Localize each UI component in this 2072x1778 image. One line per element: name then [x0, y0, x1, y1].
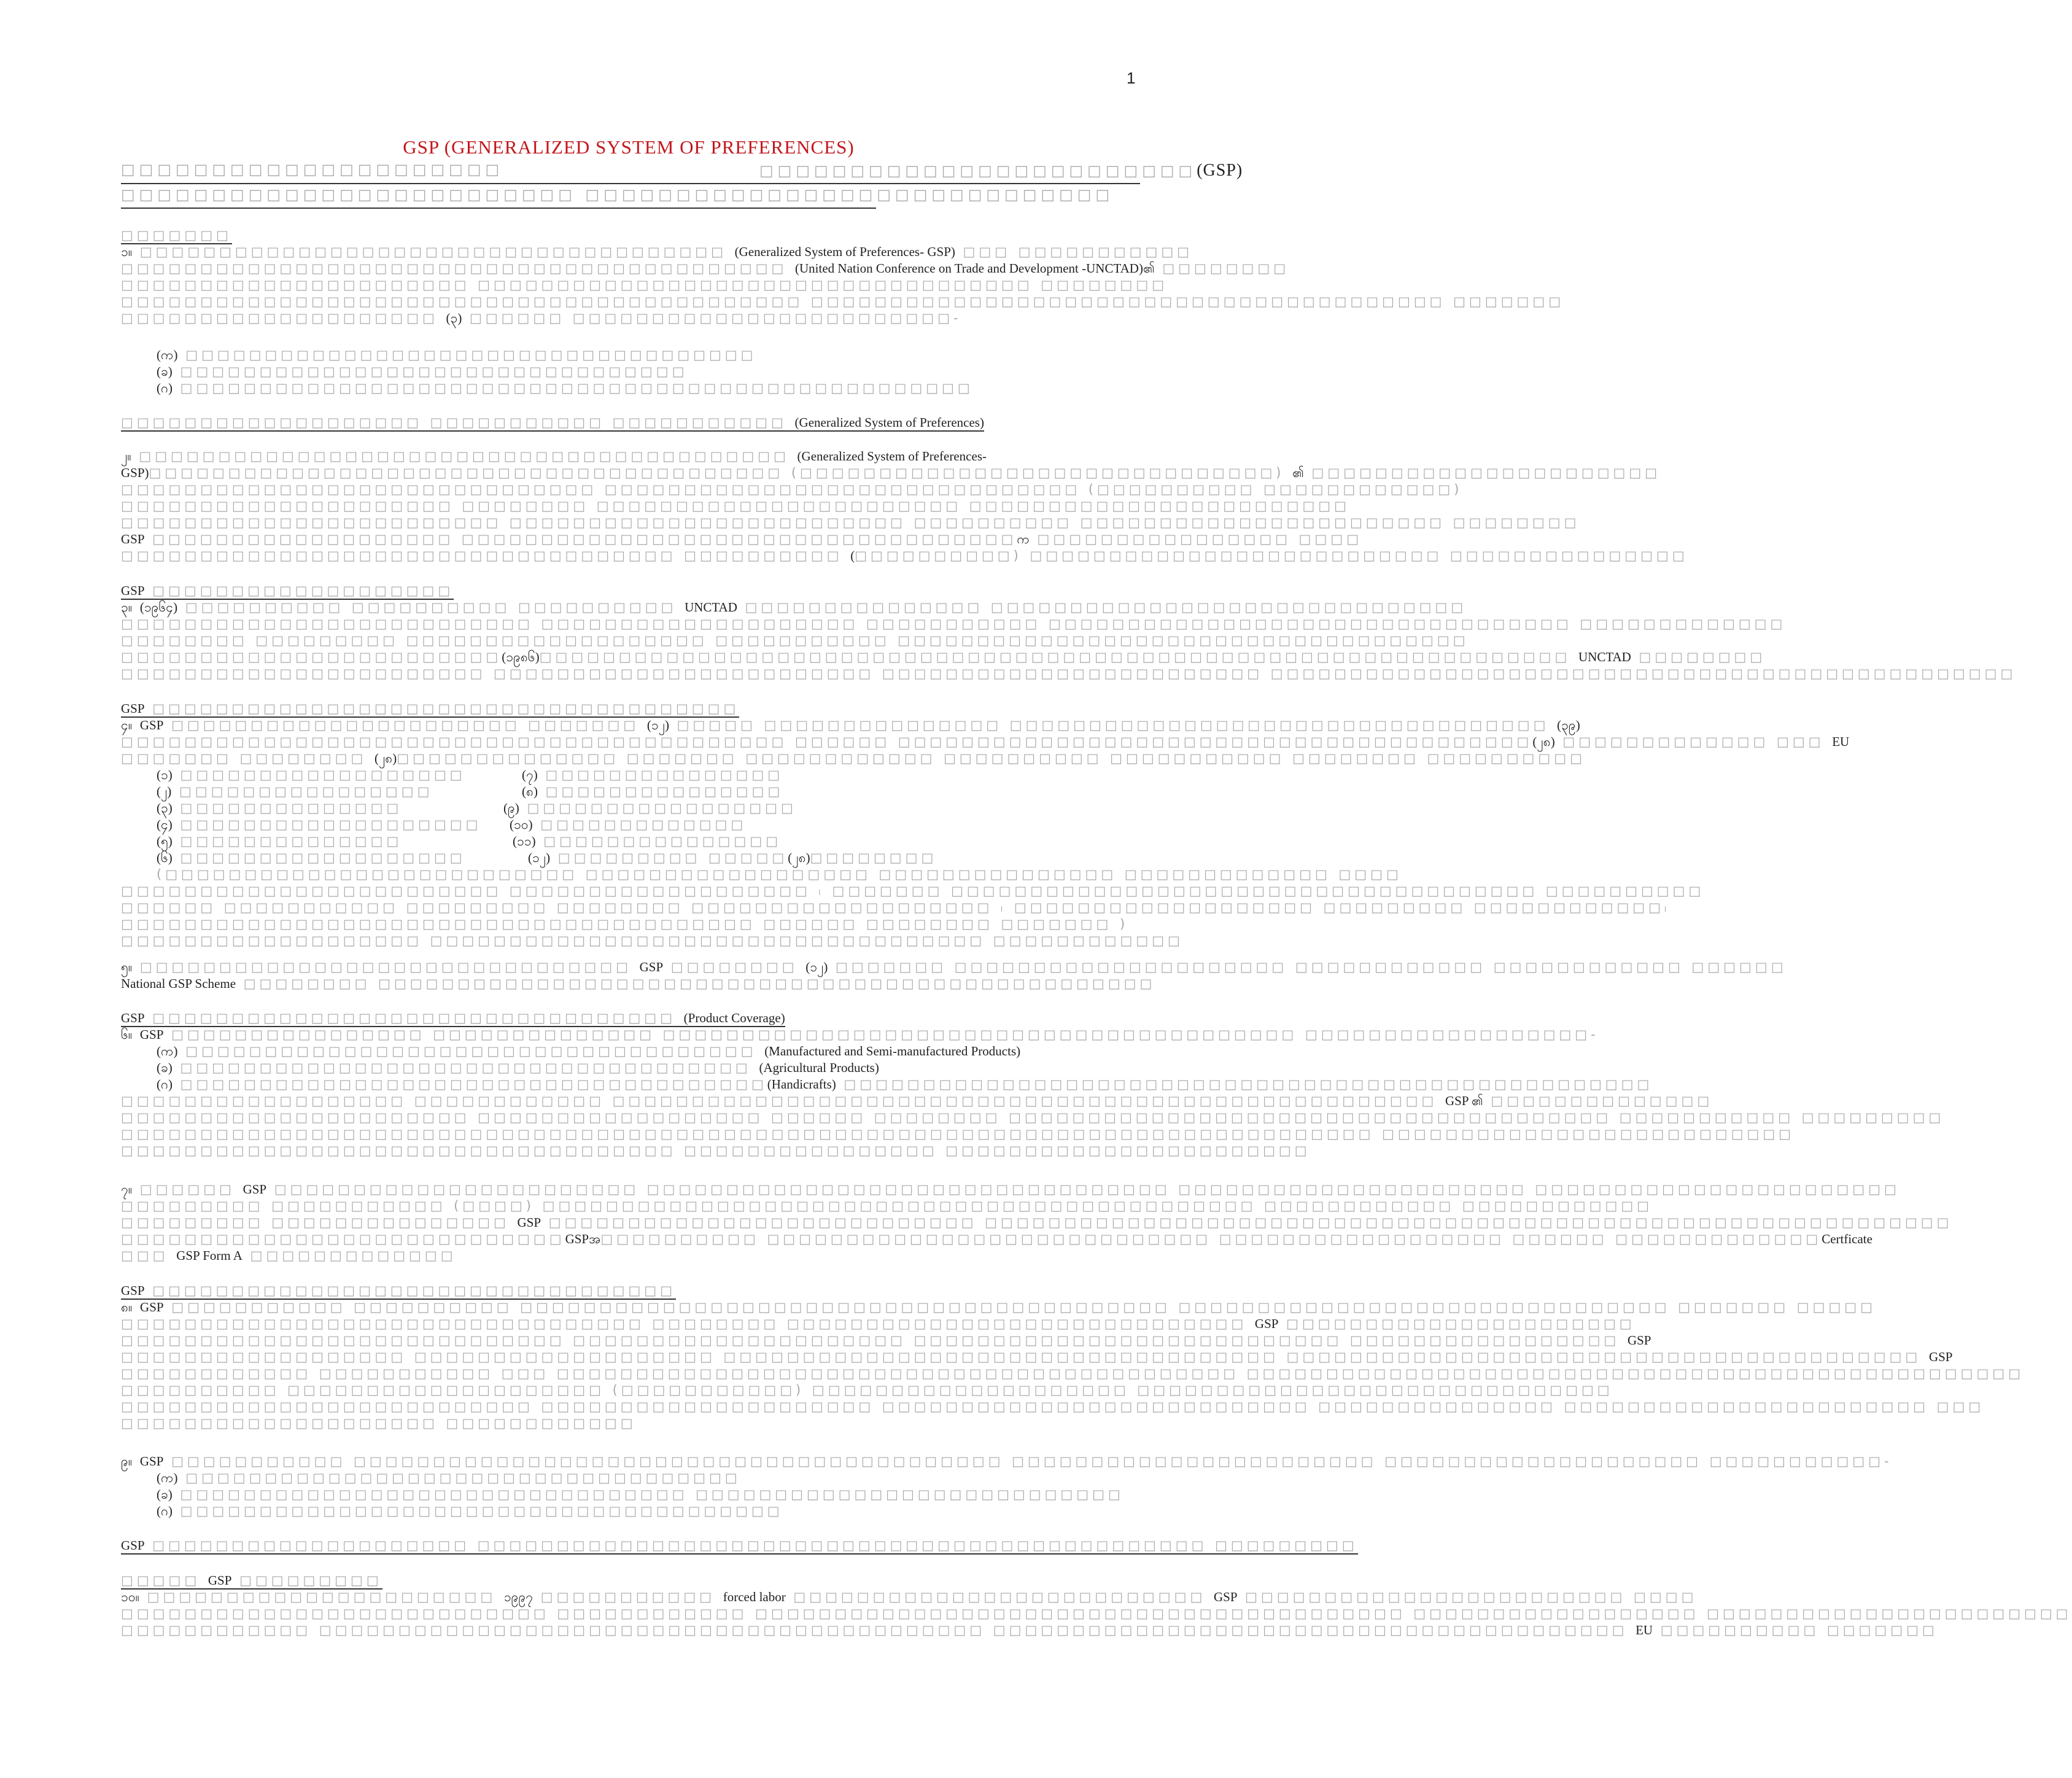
s9-line-1: ၉။ GSP □□□□□□□□□□□ □□□□□□□□□□□□□□□□□□□□□□□□□□□□□□□□□□□□□□□□□ □□□□□□□□□□□□□□□□□□□□□□□ □□□□□□□□□□□□□□□□□□□□ □□□□□□□□□□□-	[121, 1454, 1893, 1469]
s9-list-item-2: (ခ) □□□□□□□□□□□□□□□□□□□□□□□□□□□□□□□□ □□□□□□□□□□□□□□□□□□□□□□□□□□□	[157, 1487, 1124, 1502]
s1-line-5: □□□□□□□□□□□□□□□□□□□□ (၃) □□□□□□ □□□□□□□□□□□□□□□□□□□□□□□□-	[121, 311, 962, 325]
s2-line-2: GSP)□□□□□□□□□□□□□□□□□□□□□□□□□□□□□□□□□□□□□□□□ (□□□□□□□□□□□□□□□□□□□□□□□□□□□□□□) ၏ □□□□□□□□□□□□□□□□□□□□□□	[121, 465, 1661, 480]
s4-line-7: □□□□□□□□□□□□□□□□□□□□□□□□□□□□□□□□□□□□□□□□ □□□□□□ □□□□□□□□ □□□□□□□ )	[121, 917, 1129, 931]
s3-line-3: □□□□□□□□ □□□□□□□□□ □□□□□□□□□□□□□□□□□□□ □□□□□□□□□□□ □□□□□□□□□□□□□□□□□□□□□□□□□□□□□□□□□□□□	[121, 633, 1469, 648]
document-title: GSP (GENERALIZED SYSTEM OF PREFERENCES)	[403, 136, 855, 158]
s4-right-item-6: (၁၂) □□□□□□□□□ □□□□□(၂၈)□□□□□□□□	[528, 850, 937, 865]
s8-line-8: □□□□□□□□□□□□□□□□□□□□ □□□□□□□□□□□□	[121, 1416, 637, 1431]
s10-line-2: □□□□□□□□□□□□□□□□□□□□□□□□□□□ □□□□□□□□□□□□ □□□□□□□□□□□□□□□□□□□□□□□□□□□□□□□□□□□□□□□□□ □□□□□□□□□□□□□□□□□□ □□□□□□□□□□□□□□□□□□□□□□□	[121, 1606, 2072, 1621]
s7-line-1: ၇။ □□□□□□ GSP □□□□□□□□□□□□□□□□□□□□□□□ □□□□□□□□□□□□□□□□□□□□□□□□□□□□□□□□□ □□□□□□□□□□□□□□□□□□□□□□ □□□□□□□□□□□□□□□□□□□□□□□	[121, 1182, 1900, 1197]
s8-line-3: □□□□□□□□□□□□□□□□□□□□□□□□□□□□ □□□□□□□□□□□□□□□□□□□□□ □□□□□□□□□□□□□□□□□□□□□□□□□□□ □□□□□□□□□□□□□□□□□ GSP	[121, 1333, 1651, 1348]
s5-line-2: National GSP Scheme □□□□□□□□ □□□□□□□□□□□□□□□□□□□□□□□□□□□□□□□□□□□□□□□□□□□□□□□□□	[121, 976, 1156, 991]
s2-line-3: □□□□□□□□□□□□□□□□□□□□□□□□□□□□□□ □□□□□□□□□□□□□□□□□□□□□□□□□□□□□□ (□□□□□□□□□□ □□□□□□□□□□□□)	[121, 482, 1463, 497]
s4-right-item-1: (၇) □□□□□□□□□□□□□□□	[522, 767, 784, 782]
s4-left-item-6: (၆) □□□□□□□□□□□□□□□□□□	[157, 850, 466, 865]
section-heading-1: □□□□□□□	[121, 227, 232, 244]
section-heading-10: □□□□□ GSP □□□□□□□□□	[121, 1572, 382, 1589]
s4-right-item-3: (၉) □□□□□□□□□□□□□□□□□	[503, 801, 797, 815]
s4-right-item-4: (၁၀) □□□□□□□□□□□□□	[510, 817, 747, 832]
s2-line-7: □□□□□□□□□□□□□□□□□□□□□□□□□□□□□□□□□□□ □□□□□□□□□□ (□□□□□□□□□□) □□□□□□□□□□□□□□□□□□□□□□□□□□ □□□□□□□□□□□□□□□	[121, 548, 1688, 563]
s6-list-item-3: (ဂ) □□□□□□□□□□□□□□□□□□□□□□□□□□□□□□□□□□□□□(Handicrafts) □□□□□□□□□□□□□□□□□□□□□□□□□□□□□□□□□□□□□□□□□□□□□□□□□□□	[157, 1077, 1653, 1092]
subtitle-row-2: □□□□□□□□□□□□□□□□□□□□□□□□□ □□□□□□□□□□□□□□□□□□□□□□□□□□□□□	[121, 186, 1114, 203]
s7-line-3: □□□□□□□□□ □□□□□□□□□□□□□□□ GSP □□□□□□□□□□□□□□□□□□□□□□□□□□□ □□□□□□□□□□□□□□□□□□□□□□□□□□□□□□□□□□□□□□□□□□□□□□□□□□□□□□□□□□□□□	[121, 1215, 1953, 1230]
s4-left-item-5: (၅) □□□□□□□□□□□□□□	[157, 834, 403, 848]
s3-line-5: □□□□□□□□□□□□□□□□□□□□□□□ □□□□□□□□□□□□□□□□□□□□□□□□ □□□□□□□□□□□□□□□□□□□□□□□□ □□□□□□□□□□□□□□□□□□□□□□□□□□□□□□□□□□□□□□□□□□□□□□□	[121, 666, 2017, 681]
s3-line-2: □□□□□□□□□□□□□□□□□□□□□□□□□□ □□□□□□□□□□□□□□□□□□□□ □□□□□□□□□□□ □□□□□□□□□□□□□□□□□□□□□□□□□□□□□□□□□ □□□□□□□□□□□□□	[121, 616, 1787, 631]
s4-line-8: □□□□□□□□□□□□□□□□□□□ □□□□□□□□□□□□□□□□□□□□□□□□□□□□□□□□□□□ □□□□□□□□□□□□	[121, 933, 1184, 948]
s8-line-1: ၈။ GSP □□□□□□□□□□□ □□□□□□□□□□ □□□□□□□□□□□□□□□□□□□□□□□□□□□□□□□□□□□□□□□□□ □□□□□□□□□□□□□□□□□□□□□□□□□□□□□□□ □□□□□□□ □□□□□	[121, 1300, 1876, 1314]
s1-line-1: ၁။ □□□□□□□□□□□□□□□□□□□□□□□□□□□□□□□□□□□□□ (Generalized System of Preferences- GSP) □□□ □□□□□□□□□□□	[121, 244, 1193, 259]
page-number: 1	[1127, 69, 1136, 87]
s6-list-item-1: (က) □□□□□□□□□□□□□□□□□□□□□□□□□□□□□□□□□□□□ (Manufactured and Semi-manufactured Products)	[157, 1044, 1021, 1058]
s7-line-4: □□□□□□□□□□□□□□□□□□□□□□□□□□□□GSPအ□□□□□□□□□□ □□□□□□□□□□□□□□□□□□□□□□□□□□□□ □□□□□□□□□□□□□□□□□□ □□□□□□ □□□□□□□□□□□□□Certficate	[121, 1232, 1872, 1246]
s6-list-item-2: (ခ) □□□□□□□□□□□□□□□□□□□□□□□□□□□□□□□□□□□□ (Agricultural Products)	[157, 1060, 879, 1075]
s4-line-4: (□□□□□□□□□□□□□□□□□□□□□□□□□□ □□□□□□□□□□□□□□□□□□ □□□□□□□□□□□□□□□ □□□□□□□□□□□□□ □□□□	[157, 867, 1402, 882]
s4-line-1: ၄။ GSP □□□□□□□□□□□□□□□□□□□□□□ □□□□□□□ (၁၂) □□□□□ □□□□□□□□□□□□□□□ □□□□□□□□□□□□□□□□□□□□□□□□□□□□□□□□□□ (၃၉)	[121, 718, 1580, 732]
s2-line-4: □□□□□□□□□□□□□□□□□□□□□ □□□□□□□□ □□□□□□□□□□□□□□□□□□□□□□□ □□□□□□□□□□□□□□□□□□□□□□□□	[121, 499, 1350, 513]
s6-line-4: □□□□□□□□□□□□□□□□□□□□□□□□□□□□□□□□□□□□□□□□□□□□□□□□□□□□□□□□□□□□□□□□□□□□□□□□□□□□□□□ □□□□□□□□□□□□□□□□□□□□□□□□□□	[121, 1127, 1795, 1141]
gsp-label: (GSP)	[1197, 161, 1243, 180]
s3-line-4: □□□□□□□□□□□□□□□□□□□□□□□□(၁၉၈၆)□□□□□□□□□□□□□□□□□□□□□□□□□□□□□□□□□□□□□□□□□□□□□□□□□□□□□□□□□□□□□□□□□ UNCTAD □□□□□□□□	[121, 650, 1766, 664]
s2-line-5: □□□□□□□□□□□□□□□□□□□□□□□□ □□□□□□□□□□□□□□□□□□□□□□□□□ □□□□□□□□□□ □□□□□□□□□□□□□□□□□□□□□□□ □□□□□□□□	[121, 515, 1580, 530]
s4-right-item-5: (၁၁) □□□□□□□□□□□□□□□	[513, 834, 782, 848]
s4-left-item-1: (၁) □□□□□□□□□□□□□□□□□□	[157, 767, 466, 782]
subtitle-underline-2	[121, 208, 876, 209]
s9-list-item-3: (ဂ) □□□□□□□□□□□□□□□□□□□□□□□□□□□□□□□□□□□□□□	[157, 1504, 783, 1518]
section-heading-3: GSP □□□□□□□□□□□□□□□□□□□	[121, 583, 454, 599]
s4-left-item-2: (၂) □□□□□□□□□□□□□□□□	[157, 784, 433, 799]
subtitle-row-1: □□□□□□□□□□□□□□□□□□□□□	[121, 161, 504, 178]
s1-line-4: □□□□□□□□□□□□□□□□□□□□□□□□□□□□□□□□□□□□□□□□□□□ □□□□□□□□□□□□□□□□□□□□□□□□□□□□□□□□□□□□□□□□ □□□□□□□	[121, 294, 1565, 309]
s5-line-1: ၅။ □□□□□□□□□□□□□□□□□□□□□□□□□□□□□□□ GSP □□□□□□□□ (၁၂) □□□□□□□ □□□□□□□□□□□□□□□□□□□□□ □□□□□□□□□□□□ □□□□□□□□□□□□ □□□□□□	[121, 960, 1787, 974]
s1-line-2: □□□□□□□□□□□□□□□□□□□□□□□□□□□□□□□□□□□□□□□□□□ (United Nation Conference on Trade and Development -UNCTAD)၏ □□□□□□□□	[121, 261, 1290, 276]
s6-line-2: □□□□□□□□□□□□□□□□□□ □□□□□□□□□□□□ □□□□□□□□□□□□□□□□□□□□□□□□□□□□□□□□□□□□□□□□□□□□□□□□□□□□ GSP ၏ □□□□□□□□□□□□□□	[121, 1093, 1713, 1108]
s6-line-5: □□□□□□□□□□□□□□□□□□□□□□□□□□□□□□□□□□□ □□□□□□□□□□□□□□□□ □□□□□□□□□□□□□□□□□□□□□□□	[121, 1143, 1311, 1158]
s1-list-item-3: (ဂ) □□□□□□□□□□□□□□□□□□□□□□□□□□□□□□□□□□□□□□□□□□□□□□□□□□	[157, 381, 974, 395]
s1-line-3: □□□□□□□□□□□□□□□□□□□□□□ □□□□□□□□□□□□□□□□□□□□□□□□□□□□□□□□□□□ □□□□□□□□	[121, 278, 1168, 292]
s3-line-1: ၃။ (၁၉၆၄) □□□□□□□□□□ □□□□□□□□□□ □□□□□□□□□□ UNCTAD □□□□□□□□□□□□□□□ □□□□□□□□□□□□□□□□□□□□□□□□□□□□□□	[121, 600, 1467, 615]
s9-list-item-1: (က) □□□□□□□□□□□□□□□□□□□□□□□□□□□□□□□□□□□	[157, 1470, 741, 1485]
section-heading-2: □□□□□□□□□□□□□□□□□□□ □□□□□□□□□□□ □□□□□□□□□□□ (Generalized System of Preferences)	[121, 414, 984, 431]
s2-line-1: ၂။ □□□□□□□□□□□□□□□□□□□□□□□□□□□□□□□□□□□□□□□□□ (Generalized System of Preferences-	[121, 449, 987, 464]
s4-right-item-2: (၈) □□□□□□□□□□□□□□□	[522, 784, 784, 799]
s4-line-3: □□□□□□□ □□□□□□□□ (၂၈)□□□□□□□□□□□□□□ □□□□□□□ □□□□□□□□□□□□ □□□□□□□□□□ □□□□□□□□□□□ □□□□□□□□ □□□□□□□□□□	[121, 751, 1586, 766]
s2-line-6: GSP □□□□□□□□□□□□□□□□□□□ □□□□□□□□□□□□□□□□□□□□□□□□□□□□□□□□□□□က □□□□□□□□□□□□□□□□ □□□□	[121, 532, 1363, 546]
s8-line-7: □□□□□□□□□□□□□□□□□□□□□□□□□□ □□□□□□□□□□□□□□□□□□□□□ □□□□□□□□□□□□□□□□□□□□□□□□□□□ □□□□□□□□□□□□□□□ □□□□□□□□□□□□□□□□□□□□□□□ □□□	[121, 1399, 1985, 1414]
s8-line-6: □□□□□□□□□□ □□□□□□□□□□□□□□□□□□□□ (□□□□□□□□□□□) □□□□□□□□□□□□□□□□□□□□ □□□□□□□□□□□□□□□□□□□□□□□□□□□□□□	[121, 1383, 1613, 1397]
section-heading-8: GSP □□□□□□□□□□□□□□□□□□□□□□□□□□□□□□□□□	[121, 1283, 676, 1299]
s10-line-3: □□□□□□□□□□□□ □□□□□□□□□□□□□□□□□□□□□□□□□□□□□□□□□□□□□□□□□□ □□□□□□□□□□□□□□□□□□□□□□□□□□□□□□□□□□□□□□□□ EU □□□□□□□□□□ □□□□□□□	[121, 1623, 1938, 1637]
subtitle-row-1-right: □□□□□□□□□□□□□□□□□□□□□□□□(GSP)	[759, 161, 1243, 180]
s4-line-5: □□□□□□□□□□□□□□□□□□□□□□□□ □□□□□□□□□□□□□□□□□□□ ၊ □□□□□□□ □□□□□□□□□□□□□□□□□□□□□□□□□□□□□□□□□□□□□ □□□□□□□□□□	[121, 883, 1705, 898]
s8-line-5: □□□□□□□□□□□□ □□□□□□□□□□□ □□□ □□□□□□□□□□□□□□□□□□□□□□□□□□□□□□□□□□□□□□□□□□□ □□□□□□□□□□□□□□□□□□□□□□□□□□□□□□□□□□□□□□□□□□□□□□□□□	[121, 1366, 2024, 1381]
s4-left-item-3: (၃) □□□□□□□□□□□□□□	[157, 801, 403, 815]
s4-line-6: □□□□□□ □□□□□□□□□□□ □□□□□□□□□ □□□□□□□□ □□□□□□□□□□□□□□□□□□□ ၊ □□□□□□□□□□□□□□□□□□□ □□□□□□□□□ □□□□□□□□□□□□၊	[121, 900, 1670, 915]
s4-left-item-4: (၄) □□□□□□□□□□□□□□□□□□□	[157, 817, 482, 832]
s6-line-1: ၆။ GSP □□□□□□□□□□□□□□□□ □□□□□□□□□□□□□□ □□□□□□□□□□□□□□□□□□□□□□□□□□□□□□□□□□□□□□□□ □□□□□□□□□□□□□□□□□□-	[121, 1027, 1599, 1042]
s1-list-item-2: (ခ) □□□□□□□□□□□□□□□□□□□□□□□□□□□□□□□□	[157, 364, 688, 379]
s6-line-3: □□□□□□□□□□□□□□□□□□□□□□ □□□□□□□□□□□□□□□□□□ □□□□□□ □□□□□□□□ □□□□□□□□□□□□□□□□□□□□□□□□□□□□□□□□□□□□□□ □□□□□□□□□□□ □□□□□□□□□	[121, 1110, 1945, 1125]
section-heading-6: GSP □□□□□□□□□□□□□□□□□□□□□□□□□□□□□□□□□ (Product Coverage)	[121, 1010, 785, 1027]
s7-line-5: □□□ GSP Form A □□□□□□□□□□□□□	[121, 1248, 457, 1263]
s7-line-2: □□□□□□□□□ □□□□□□□□□□□ (□□□□) □□□□□□□□□□□□□□□□□□□□□□□□□□□□□□□□□□□□□□□□□□□□□ □□□□□□□□□□□□ □□□□□□□□□□□□	[121, 1198, 1653, 1213]
s8-line-2: □□□□□□□□□□□□□□□□□□□□□□□□□□□□□□□□□ □□□□□□□□ □□□□□□□□□□□□□□□□□□□□□□□□□□□□□ GSP □□□□□□□□□□□□□□□□□□□□□□	[121, 1316, 1635, 1331]
section-heading-4: GSP □□□□□□□□□□□□□□□□□□□□□□□□□□□□□□□□□□□□□	[121, 701, 739, 717]
section-heading-9: GSP □□□□□□□□□□□□□□□□□□□□ □□□□□□□□□□□□□□□□□□□□□□□□□□□□□□□□□□□□□□□□□□□□□□ □□□□□□□□□	[121, 1537, 1358, 1554]
s10-line-1: ၁၀။ □□□□□□□□□□□□□□□□□□□□□□ ၁၉၉၇ □□□□□□□□□□□ forced labor □□□□□□□□□□□□□□□□□□□□□□□□□□ GSP □□□□□□□□□□□□□□□□□□□□□□□□ □□□□	[121, 1590, 1698, 1604]
s8-line-4: □□□□□□□□□□□□□□□□□□ □□□□□□□□□□□□□□□□□□□ □□□□□□□□□□□□□□□□□□□□□□□□□□□□□□□□□□□ □□□□□□□□□□□□□□□□□□□□□□□□□□□□□□□□□□□□□□□□ GSP	[121, 1349, 1953, 1364]
s1-list-item-1: (က) □□□□□□□□□□□□□□□□□□□□□□□□□□□□□□□□□□□□	[157, 347, 757, 362]
subtitle-underline-1	[121, 183, 1140, 184]
s4-line-2: □□□□□□□□□□□□□□□□□□□□□□□□□□□□□□□□□□□□□□□□□□ □□□□□□ □□□□□□□□□□□□□□□□□□□□□□□□□□□□□□□□□□□□□□□□(၂၈) □□□□□□□□□□□□□ □□□ EU	[121, 734, 1850, 749]
